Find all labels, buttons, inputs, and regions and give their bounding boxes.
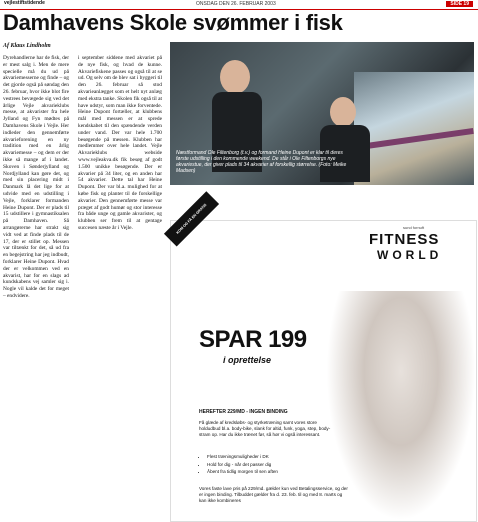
ad-heading: HEREFTER 229/MD - INGEN BINDING: [199, 409, 288, 415]
photo-caption: Næstformand Ole Filtenborg (t.v.) og formand Heine Dupont er klar til deres første udstilling i den kommende weekend. De står i Ole Filtenborgs nye akvariestue, der giver plads til 34 akvarier af forskellig størrelse. (Foto: Meike Madsen): [176, 150, 347, 174]
ad-benefit: • Hold for dig - når det passer dig: [207, 461, 278, 469]
article-column-1: [3, 55, 69, 520]
ad-offer-subtitle: i oprettelse: [223, 355, 272, 365]
brand-name-line2: WORLD: [377, 248, 443, 262]
ad-footer: Vores faste lave pris på 229/md. gælder kun ved Betalingsservice, og der er ingen binding. Tilbuddet gælder fra d. 23. feb. til og med 8. marts og kan ikke kombineres: [199, 486, 348, 503]
article-text-2: i september siddene med akvariet på de nye fisk, og hvad de kunne. Akvariefiskene passes og også til at se ud. Og selv om de blev sat i byggeri til den 26. februar så stod akvarieanlægget som et helt nyt anlæg med ekstra tanke. Skolen fik også til at have udstyr, som man ikke forventede. Heine Dupont fortæller, at klubbens mål med messen er at sprede kendskabet til den spændende verden under vand. Der var hele 1.700 besøgende på messen. Klubben har medlemmer over hele landet. Vejle Akvarieklubs webside www.vejleakva.dk fik besøg af godt 1.500 unikke besøgende. Der er akvarier på 34 liter, og en anden har 54 akvarier. Dette tal har Heine Dupont. Der var bl.a. mulighed for at købe fisk og planter til de forskellige akvarier. Den gennemførte messe var præget af godt humør og stor interesse fra både unge og gamle akvarister, og klubben ser frem til at gentage succesen næste år i Vejle.: [78, 55, 162, 231]
article-column-2: [78, 55, 162, 520]
newspaper-header: [0, 0, 478, 10]
newspaper-logo: vejlestiftstidende: [4, 0, 45, 6]
article-photo: [170, 42, 474, 185]
ad-benefit: • Flest træningsmuligheder i DK: [207, 453, 278, 461]
brand-name-line1: FITNESS: [369, 231, 440, 248]
article-title: Damhavens Skole svømmer i fisk: [3, 10, 343, 35]
trial-banner: KOM OG FÅ EN GRATIS PRØVETIME: [164, 191, 219, 246]
aquarium-background: [354, 72, 474, 185]
page-number: SIDE 19: [446, 1, 473, 7]
article-text-1: Dyrehandlerne har de fisk, der er mest salg i. Men de mere specielle må du ud på akvariemesserne og finde – og det gjorde også på søndag den 26. februar, hvor ikke blot fire vestrees bevægede sig ved det årlige Vejle akvarieklubs messe, at akvarister fra hele Jylland og Fyn mødtes på Damhavens Skole i Vejle. Her indleder den gennemførte akvarieforening en ny tradition med en årlig akvariemesse – og dem er der ikke så mange af i landet. Skoven i Sønderjylland og Nordjylland kan gøre det, og med sin placering midt i Danmark lå det lige for at udvide med en udstilling i Vejle, forklarer formanden Heine Dupont. Der er plads til 15 udstillere i gymnastiksalen på Damhaven. Så arrangørerne har strakt sig vidt ved at finde plads til de 17, der er stillet op. Messen var tiltænkt for det, så ud fra en begejstring har jeg indbudt, forklarer Heine Dupont. Hvad der er velkommen ved en akvarist, har for en slags ad kundskabens vej samler sig i. Nogle vil kalde det for meget – endvidere.: [3, 55, 69, 299]
brand-tagline: sund fornuft: [403, 225, 425, 230]
ad-benefits-list: [199, 453, 278, 476]
ad-intro: Få glæde af kredsløbs- og styrketræning samt vores store holdudbud bl.a. body-bike, slank for altid, funk, yoga, step, body-stram op. Har du ikke trænet før, så hør vi også interessant.: [199, 420, 331, 437]
fitness-advertisement: [170, 202, 477, 522]
ad-offer-price: SPAR 199: [199, 326, 307, 353]
ad-benefit: • Åbent fra tidlig morgen til sen aften: [207, 468, 278, 476]
issue-date: ONSDAG DEN 26. FEBRUAR 2003: [196, 1, 276, 7]
article-byline: Af Klaus Lindholm: [3, 43, 51, 49]
